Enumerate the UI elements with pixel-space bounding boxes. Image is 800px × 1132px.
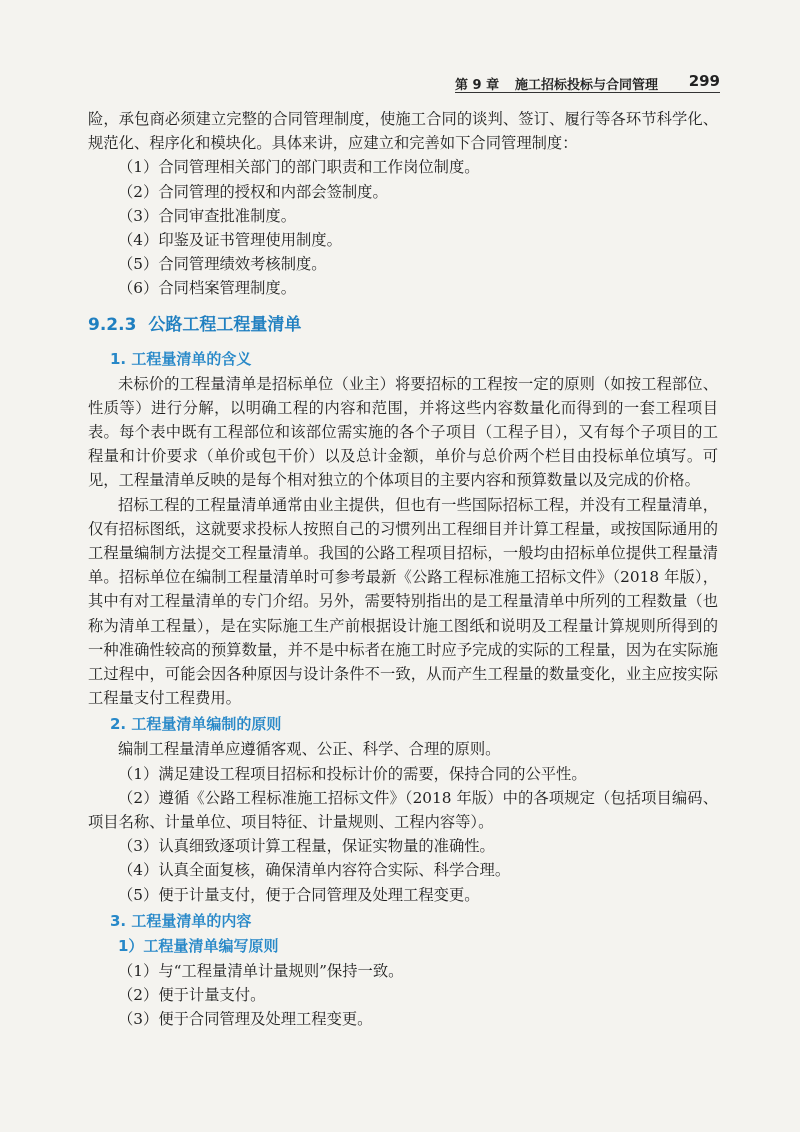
content-item: （3）便于合同管理及处理工程变更。 <box>118 1010 373 1029</box>
principles-intro: 编制工程量清单应遵循客观、公正、科学、合理的原则。 <box>118 740 501 759</box>
body-paragraph: 未标价的工程量清单是招标单位（业主）将要招标的工程按一定的原则（如按工程部位、性质等）进行分解，以明确工程的内容和范围，并将这些内容数量化而得到的一套工程项目表。每个表中既有工程部位和该部位需实施的各个子项目（工程子目），又有每个子项目的工程量和计价要求（单价或包干价）以及总计金额，单价与总价两个栏目由投标单位填写。可见，工程量清单反映的是每个相对独立的个体项目的主要内容和预算数量以及完成的价格。 <box>88 374 718 490</box>
header-rule <box>455 92 720 93</box>
intro-paragraph: 险，承包商必须建立完整的合同管理制度，使施工合同的谈判、签订、履行等各环节科学化、规范化、程序化和模块化。具体来讲，应建立和完善如下合同管理制度： <box>88 110 718 153</box>
intro-list-item: （6）合同档案管理制度。 <box>118 279 296 298</box>
page-body <box>88 107 718 1032</box>
intro-list-item: （2）合同管理的授权和内部会签制度。 <box>118 182 388 201</box>
intro-list-item: （5）合同管理绩效考核制度。 <box>118 255 327 274</box>
chapter-number: 第 9 章 <box>455 78 500 93</box>
principle-item: （1）满足建设工程项目招标和投标计价的需要，保持合同的公平性。 <box>118 764 587 783</box>
principle-item: （2）遵循《公路工程标准施工招标文件》（2018 年版）中的各项规定（包括项目编码、项目名称、计量单位、项目特征、计量规则、工程内容等）。 <box>88 788 718 832</box>
sub-subsection-heading: 1）工程量清单编写原则 <box>118 936 279 955</box>
principle-item: （4）认真全面复核，确保清单内容符合实际、科学合理。 <box>118 861 511 880</box>
principle-item: （5）便于计量支付，便于合同管理及处理工程变更。 <box>118 885 480 904</box>
chapter-title: 施工招标投标与合同管理 <box>515 78 659 93</box>
subsection-heading-1: 1. 工程量清单的含义 <box>110 349 252 368</box>
page-number: 299 <box>688 72 720 90</box>
running-header <box>455 68 720 96</box>
intro-list-item: （4）印鉴及证书管理使用制度。 <box>118 231 342 250</box>
principle-item: （3）认真细致逐项计算工程量，保证实物量的准确性。 <box>118 837 495 856</box>
section-number: 9.2.3 <box>88 314 137 335</box>
subsection-heading-3: 3. 工程量清单的内容 <box>110 911 252 930</box>
content-item: （2）便于计量支付。 <box>118 986 266 1005</box>
intro-list-item: （3）合同审查批准制度。 <box>118 206 296 225</box>
content-item: （1）与“工程量清单计量规则”保持一致。 <box>118 961 404 980</box>
section-heading <box>88 312 718 338</box>
intro-list-item: （1）合同管理相关部门的部门职责和工作岗位制度。 <box>118 158 480 177</box>
subsection-heading-2: 2. 工程量清单编制的原则 <box>110 715 282 734</box>
body-paragraph: 招标工程的工程量清单通常由业主提供，但也有一些国际招标工程，并没有工程量清单，仅有招标图纸，这就要求投标人按照自己的习惯列出工程细目并计算工程量，或按国际通用的工程量编制方法提交工程量清单。我国的公路工程项目招标，一般均由招标单位提供工程量清单。招标单位在编制工程量清单时可参考最新《公路工程标准施工招标文件》（2018 年版），其中有对工程量清单的专门介绍。另外，需要特别指出的是工程量清单中所列的工程数量（也称为清单工程量），是在实际施工生产前根据设计施工图纸和说明及工程量计算规则所得到的一种准确性较高的预算数量，并不是中标者在施工时应予完成的实际的工程量，因为在实际施工过程中，可能会因各种原因与设计条件不一致，从而产生工程量的数量变化，业主应按实际工程量支付工程费用。 <box>88 495 718 708</box>
section-title: 公路工程工程量清单 <box>148 314 302 335</box>
